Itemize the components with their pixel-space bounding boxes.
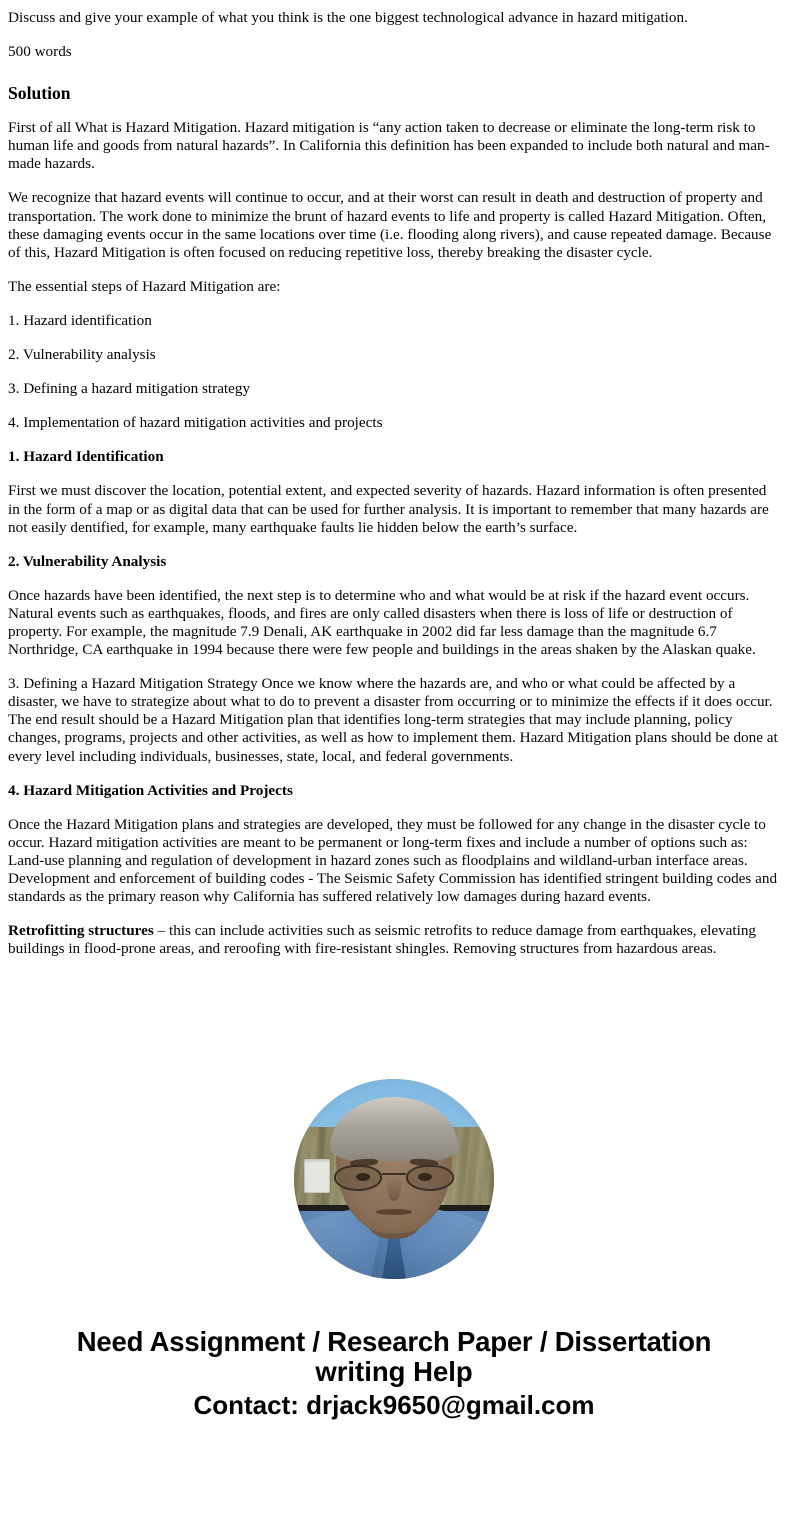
retrofitting-bold-lead: Retrofitting structures xyxy=(8,922,154,940)
avatar-container xyxy=(8,1079,780,1279)
paragraph-vulnerability-analysis: Once hazards have been identified, the next step is to determine who and what would be at risk if the hazard event occurs. Natural events such as earthquakes, floods, and fires are only called disasters when there is loss of life or destruction of property. For example, the magnitude 7.9 Denali, AK earthquake in 2002 did far less damage than the magnitude 6.7 Northridge, CA earthquake in 1994 because there were few people and buildings in the areas shaken by the Alaskan quake. xyxy=(8,586,756,659)
footer xyxy=(8,1327,780,1451)
section-heading-hazard-identification: 1. Hazard Identification xyxy=(8,448,164,466)
avatar xyxy=(294,1079,494,1279)
paragraph-recognition: We recognize that hazard events will continue to occur, and at their worst can result in death and destruction of property and transportation. The work done to minimize the brunt of hazard events to life and property is called Hazard Mitigation. Often, these damaging events occur in the same locations over time (i.e. flooding along rivers), and cause repeated damage. Because of this, Hazard Mitigation is often focused on reducing repetitive loss, thereby breaking the disaster cycle. xyxy=(8,189,772,261)
step-item-3: 3. Defining a hazard mitigation strategy xyxy=(8,380,251,398)
word-count: 500 words xyxy=(8,43,72,61)
assignment-prompt: Discuss and give your example of what you think is the one biggest technological advance in hazard mitigation. xyxy=(8,9,688,26)
retrofitting-rest: – this can include activities such as seismic retrofits to reduce damage from earthquakes, elevating buildings in flood-prone areas, and reroofing with fire-resistant shingles. Removing structures from hazardous areas. xyxy=(8,922,757,958)
paragraph-retrofitting xyxy=(8,922,780,958)
footer-contact-email[interactable]: Contact: drjack9650@gmail.com xyxy=(193,1390,595,1421)
footer-headline-line-2: writing Help xyxy=(315,1356,473,1388)
section-heading-activities-projects: 4. Hazard Mitigation Activities and Projects xyxy=(8,781,293,799)
paragraph-activities-projects: Once the Hazard Mitigation plans and strategies are developed, they must be followed for any change in the disaster cycle to occur. Hazard mitigation activities are meant to be permanent or long-term fixes and include a number of options such as: Land-use planning and regulation of development in hazard zones such as floodplains and wildland-urban interface areas. Development and enforcement of building codes - The Seismic Safety Commission has identified stringent building codes and standards as the primary reason why California has suffered relatively low damages during hazard events. xyxy=(8,815,778,906)
step-item-4: 4. Implementation of hazard mitigation activities and projects xyxy=(8,414,383,432)
paragraph-definition: First of all What is Hazard Mitigation. Hazard mitigation is “any action taken to decrease or eliminate the long-term risk to human life and goods from natural hazards”. In California this definition has been expanded to include both natural and man-made hazards. xyxy=(8,119,770,173)
paragraph-hazard-identification: First we must discover the location, potential extent, and expected severity of hazards. Hazard information is often presented in the form of a map or as digital data that can be used for further analysis. It is important to remember that many hazards are not easily dentified, for example, many earthquake faults lie hidden below the earth’s surface. xyxy=(8,482,769,536)
document-page xyxy=(0,9,794,1451)
avatar-lens-left xyxy=(334,1165,382,1191)
paragraph-mitigation-strategy: 3. Defining a Hazard Mitigation Strategy Once we know where the hazards are, and who or what could be affected by a disaster, we have to strategize about what to do to prevent a disaster from occurring or to minimize the effects if it does occur. The end result should be a Hazard Mitigation plan that identifies long-term strategies that may include planning, policy changes, programs, projects and other activities, as well as how to implement them. Hazard Mitigation plans should be done at every level including individuals, businesses, state, local, and federal governments. xyxy=(8,675,778,765)
section-heading-vulnerability-analysis: 2. Vulnerability Analysis xyxy=(8,552,167,570)
step-item-2: 2. Vulnerability analysis xyxy=(8,346,156,364)
avatar-wall-switch xyxy=(304,1159,330,1193)
footer-headline-line-1: Need Assignment / Research Paper / Dissertation xyxy=(76,1326,712,1358)
solution-heading: Solution xyxy=(8,83,71,104)
avatar-mouth xyxy=(376,1209,412,1214)
steps-intro: The essential steps of Hazard Mitigation are: xyxy=(8,277,281,295)
step-item-1: 1. Hazard identification xyxy=(8,311,152,329)
avatar-lens-right xyxy=(406,1165,454,1191)
